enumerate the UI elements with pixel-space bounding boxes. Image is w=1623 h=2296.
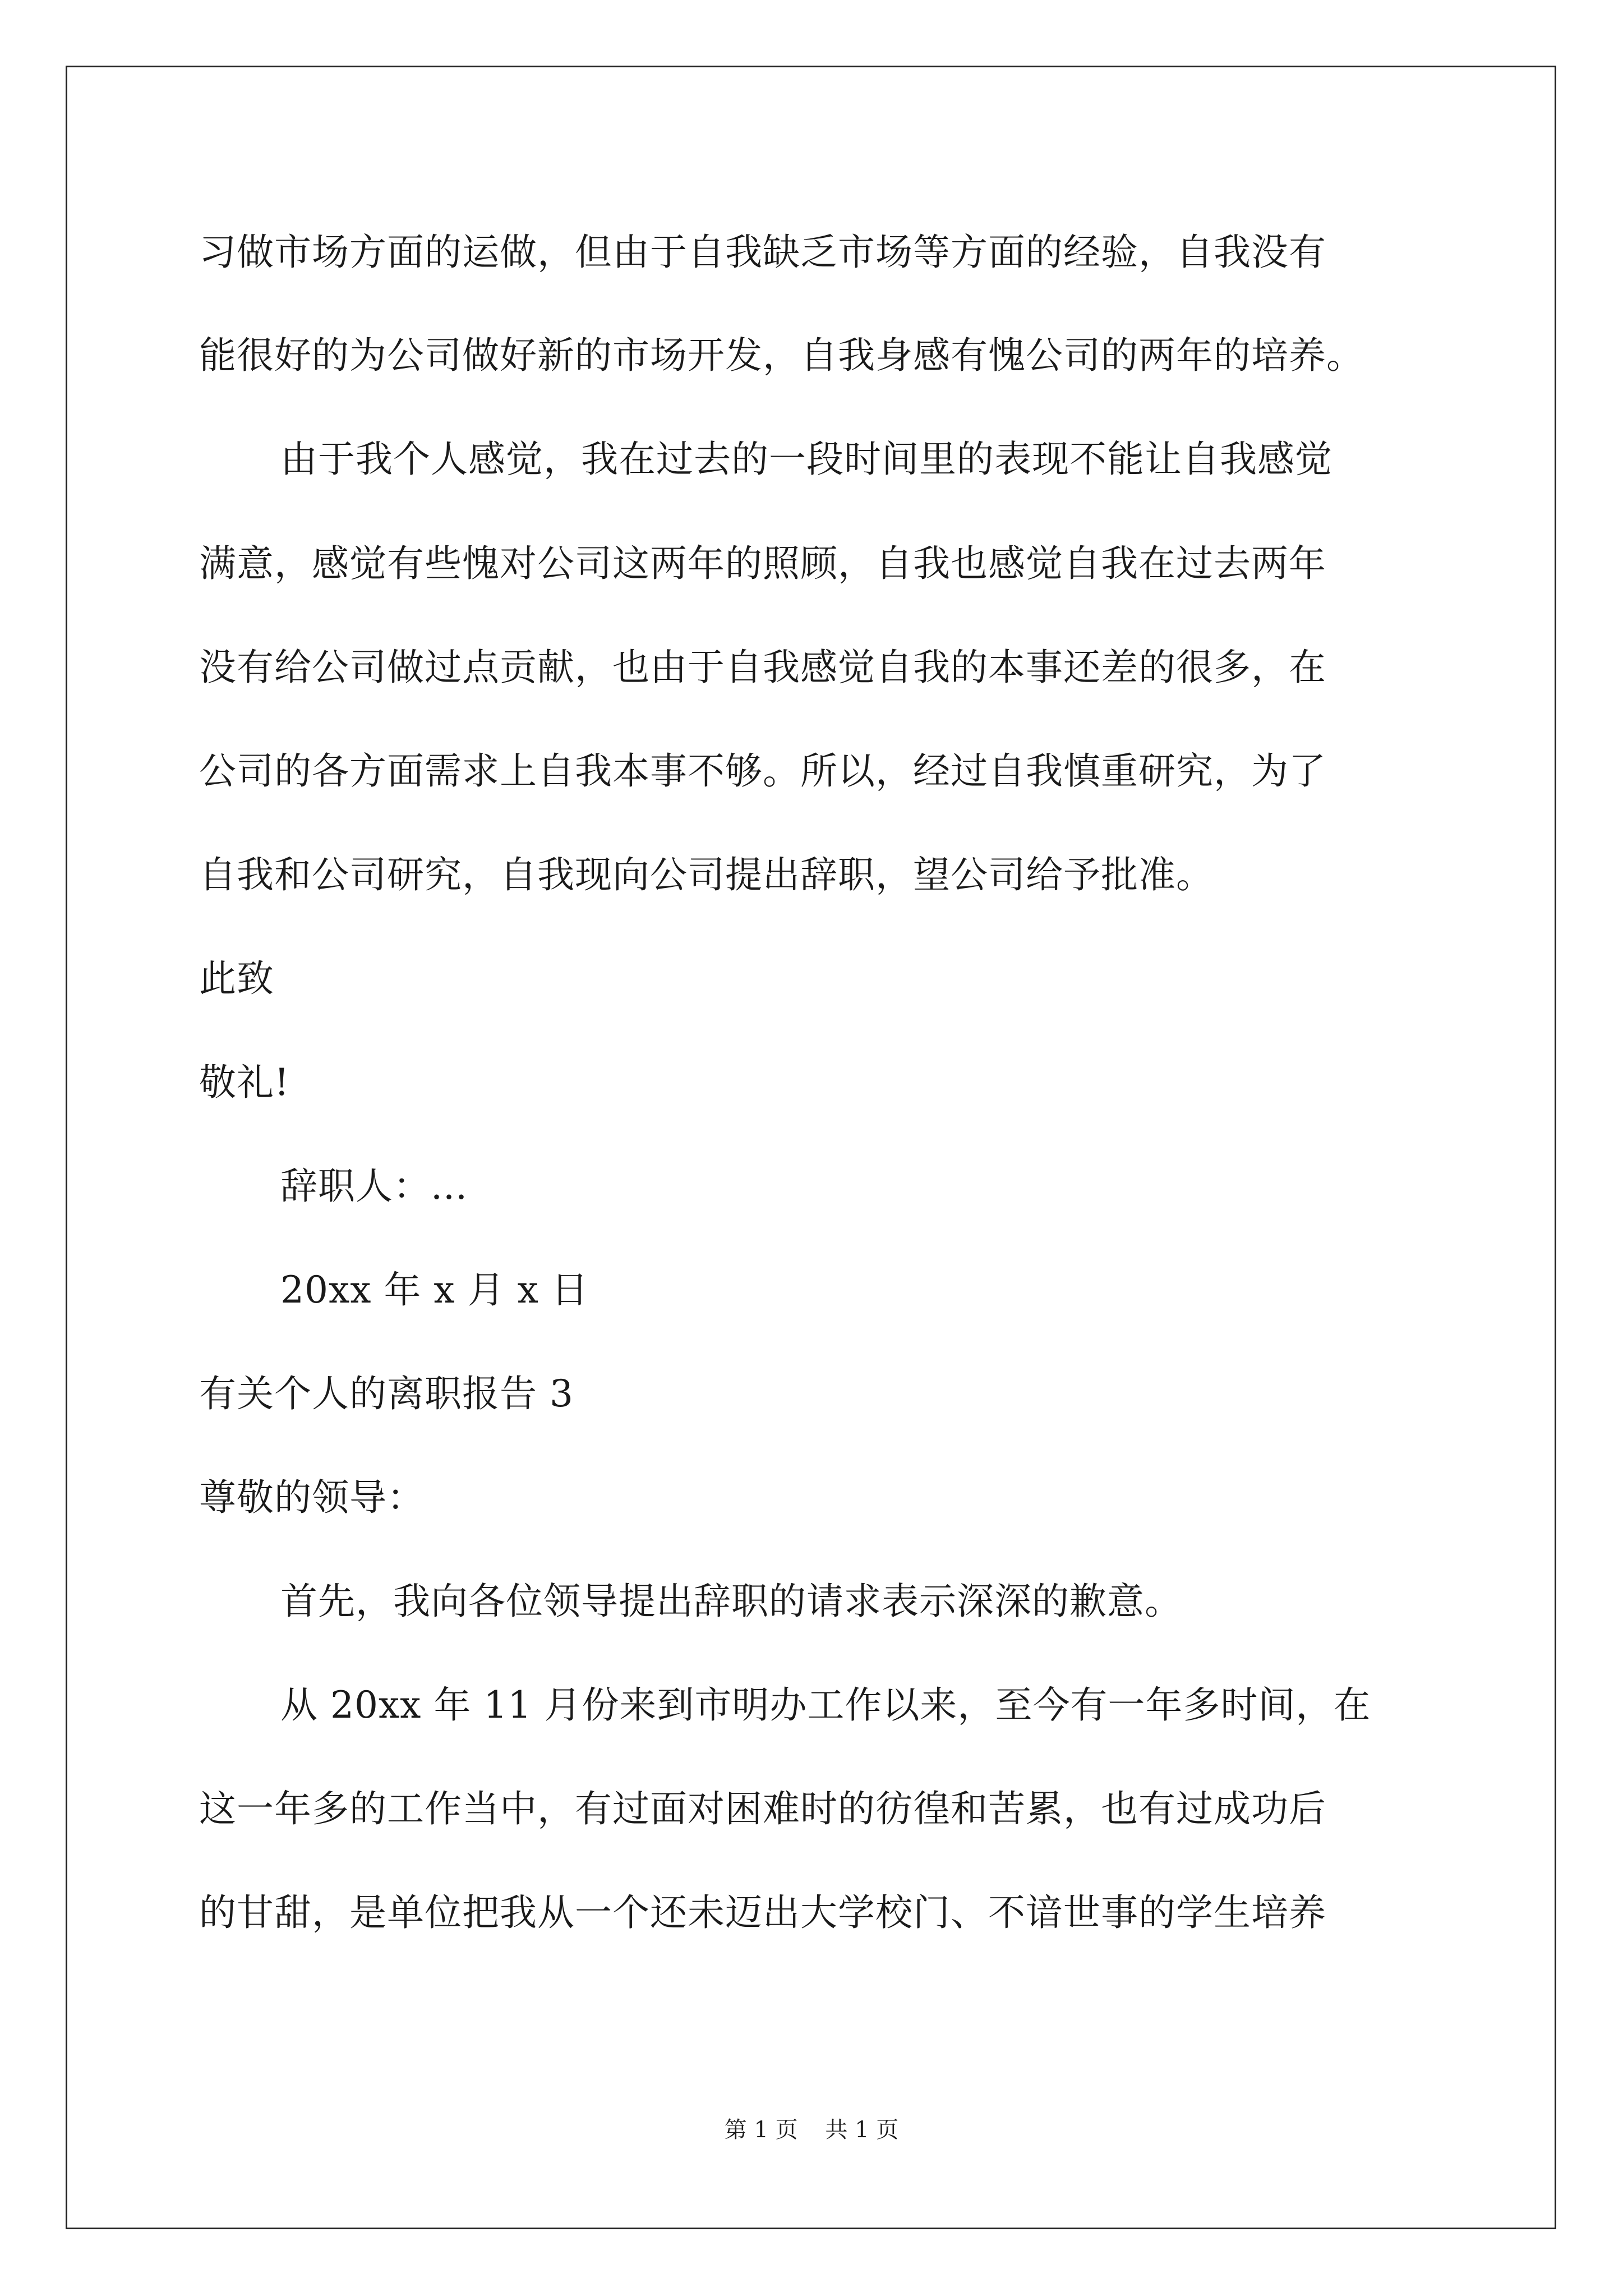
- paragraph-line: 公司的各方面需求上自我本事不够。所以，经过自我慎重研究，为了: [199, 749, 1326, 793]
- paragraph-line: 习做市场方面的运做，但由于自我缺乏市场等方面的经验，自我没有: [199, 231, 1326, 274]
- page-number: 第 1 页: [724, 2117, 798, 2143]
- paragraph-line: 自我和公司研究，自我现向公司提出辞职，望公司给予批准。: [199, 853, 1214, 896]
- page-total: 共 1 页: [825, 2117, 899, 2143]
- closing-salutation: 此致: [199, 957, 274, 1000]
- section-title: 有关个人的离职报告 3: [199, 1372, 574, 1415]
- paragraph-line: 的甘甜，是单位把我从一个还未迈出大学校门、不谙世事的学生培养: [199, 1891, 1326, 1934]
- paragraph-line: 能很好的为公司做好新的市场开发，自我身感有愧公司的两年的培养。: [199, 334, 1364, 377]
- greeting: 尊敬的领导：: [199, 1476, 425, 1519]
- closing-respect: 敬礼!: [199, 1061, 290, 1104]
- signature-line: 辞职人：...: [280, 1165, 468, 1208]
- paragraph-line: 没有给公司做过点贡献，也由于自我感觉自我的本事还差的很多，在: [199, 646, 1326, 689]
- paragraph-line: 满意，感觉有些愧对公司这两年的照顾，自我也感觉自我在过去两年: [199, 542, 1326, 585]
- paragraph-line: 这一年多的工作当中，有过面对困难时的彷徨和苦累，也有过成功后: [199, 1787, 1326, 1830]
- paragraph-line: 从 20xx 年 11 月份来到市明办工作以来，至今有一年多时间，在: [280, 1683, 1371, 1727]
- date-line: 20xx 年 x 月 x 日: [280, 1268, 589, 1312]
- page-footer: [0, 2116, 1623, 2144]
- paragraph-line: 首先，我向各位领导提出辞职的请求表示深深的歉意。: [280, 1580, 1182, 1623]
- paragraph-line: 由于我个人感觉，我在过去的一段时间里的表现不能让自我感觉: [280, 438, 1332, 481]
